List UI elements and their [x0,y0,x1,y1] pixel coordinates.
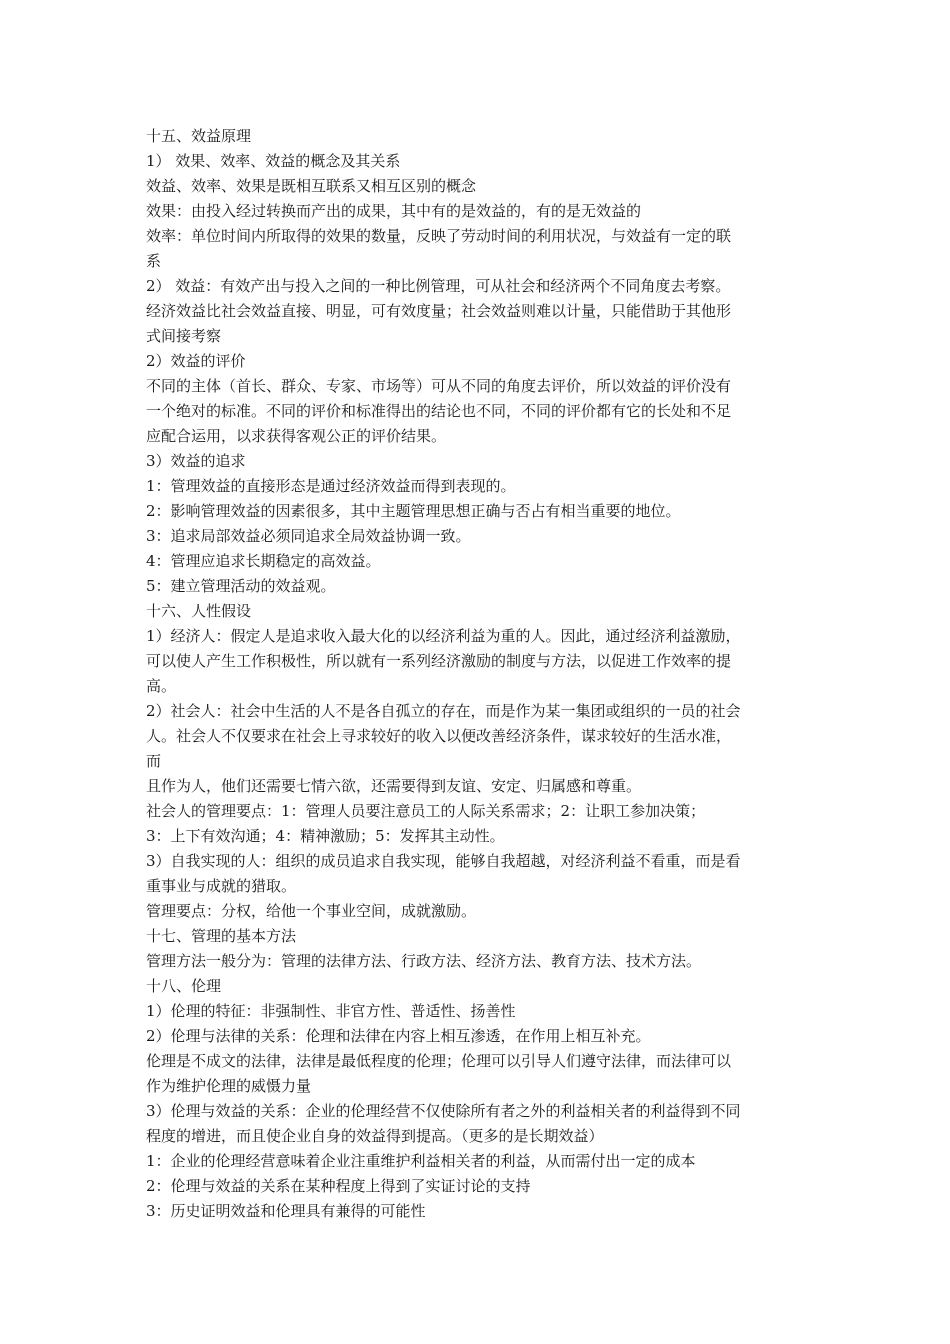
paragraph-line: 可以使人产生工作积极性，所以就有一系列经济激励的制度与方法，以促进工作效率的提 [146,652,732,670]
heading-section-17: 十七、管理的基本方法 [146,927,297,945]
list-item: 1：企业的伦理经营意味着企业注重维护利益相关者的利益，从而需付出一定的成本 [146,1152,696,1170]
paragraph-line: 一个绝对的标准。不同的评价和标准得出的结论也不同，不同的评价都有它的长处和不足 [146,402,732,420]
paragraph-line: 1）经济人：假定人是追求收入最大化的以经济利益为重的人。因此，通过经济利益激励， [146,627,741,645]
paragraph-line: 重事业与成就的猎取。 [146,877,297,895]
heading-section-16: 十六、人性假设 [146,602,252,620]
paragraph-line: 3）伦理与效益的关系：企业的伦理经营不仅使除所有者之外的利益相关者的利益得到不同 [146,1102,741,1120]
paragraph-line: 效率：单位时间内所取得的效果的数量，反映了劳动时间的利用状况，与效益有一定的联 [146,227,732,245]
heading-section-18: 十八、伦理 [146,977,222,995]
paragraph-line: 3：上下有效沟通；4：精神激励；5：发挥其主动性。 [146,827,505,845]
paragraph-line: 不同的主体（首长、群众、专家、市场等）可从不同的角度去评价，所以效益的评价没有 [146,377,732,395]
list-item: 4：管理应追求长期稳定的高效益。 [146,552,381,570]
list-item: 3：追求局部效益必须同追求全局效益协调一致。 [146,527,471,545]
paragraph-line: 人。社会人不仅要求在社会上寻求较好的收入以便改善经济条件，谋求较好的生活水准， [146,727,732,745]
paragraph-line: 且作为人，他们还需要七情六欲，还需要得到友谊、安定、归属感和尊重。 [146,777,642,795]
paragraph-line: 2）社会人：社会中生活的人不是各自孤立的存在，而是作为某一集团或组织的一员的社会 [146,702,741,720]
paragraph-line: 高。 [146,677,177,695]
paragraph-line: 系 [146,252,162,270]
paragraph-line: 管理要点：分权，给他一个事业空间，成就激励。 [146,902,477,920]
paragraph-line: 3）自我实现的人：组织的成员追求自我实现，能够自我超越，对经济利益不看重，而是看 [146,852,741,870]
list-item: 3：历史证明效益和伦理具有兼得的可能性 [146,1202,426,1220]
subheading: 3）效益的追求 [146,452,246,470]
paragraph-line: 社会人的管理要点：1：管理人员要注意员工的人际关系需求；2：让职工参加决策； [146,802,706,820]
paragraph-line: 管理方法一般分为：管理的法律方法、行政方法、经济方法、教育方法、技术方法。 [146,952,702,970]
paragraph-line: 效果：由投入经过转换而产出的成果，其中有的是效益的，有的是无效益的 [146,202,642,220]
paragraph-line: 而 [146,752,162,770]
heading-section-15: 十五、效益原理 [146,127,252,145]
paragraph-line: 伦理是不成文的法律，法律是最低程度的伦理；伦理可以引导人们遵守法律，而法律可以 [146,1052,732,1070]
document-body [146,124,808,1224]
paragraph-line: 经济效益比社会效益直接、明显，可有效度量；社会效益则难以计量，只能借助于其他形 [146,302,732,320]
list-item: 2：影响管理效益的因素很多，其中主题管理思想正确与否占有相当重要的地位。 [146,502,681,520]
paragraph-line: 作为维护伦理的威慑力量 [146,1077,312,1095]
paragraph-line: 2） 效益：有效产出与投入之间的一种比例管理，可从社会和经济两个不同角度去考察。 [146,277,731,295]
paragraph-line: 效益、效率、效果是既相互联系又相互区别的概念 [146,177,477,195]
list-item: 5：建立管理活动的效益观。 [146,577,336,595]
paragraph-line: 应配合运用，以求获得客观公正的评价结果。 [146,427,447,445]
list-item: 1：管理效益的直接形态是通过经济效益而得到表现的。 [146,477,516,495]
subheading: 2）效益的评价 [146,352,246,370]
paragraph-line: 2）伦理与法律的关系：伦理和法律在内容上相互渗透，在作用上相互补充。 [146,1027,651,1045]
paragraph-line: 1）伦理的特征：非强制性、非官方性、普适性、扬善性 [146,1002,516,1020]
paragraph-line: 式间接考察 [146,327,222,345]
subheading: 1） 效果、效率、效益的概念及其关系 [146,152,401,170]
list-item: 2：伦理与效益的关系在某种程度上得到了实证讨论的支持 [146,1177,531,1195]
paragraph-line: 程度的增进，而且使企业自身的效益得到提高。（更多的是长期效益） [146,1127,604,1145]
